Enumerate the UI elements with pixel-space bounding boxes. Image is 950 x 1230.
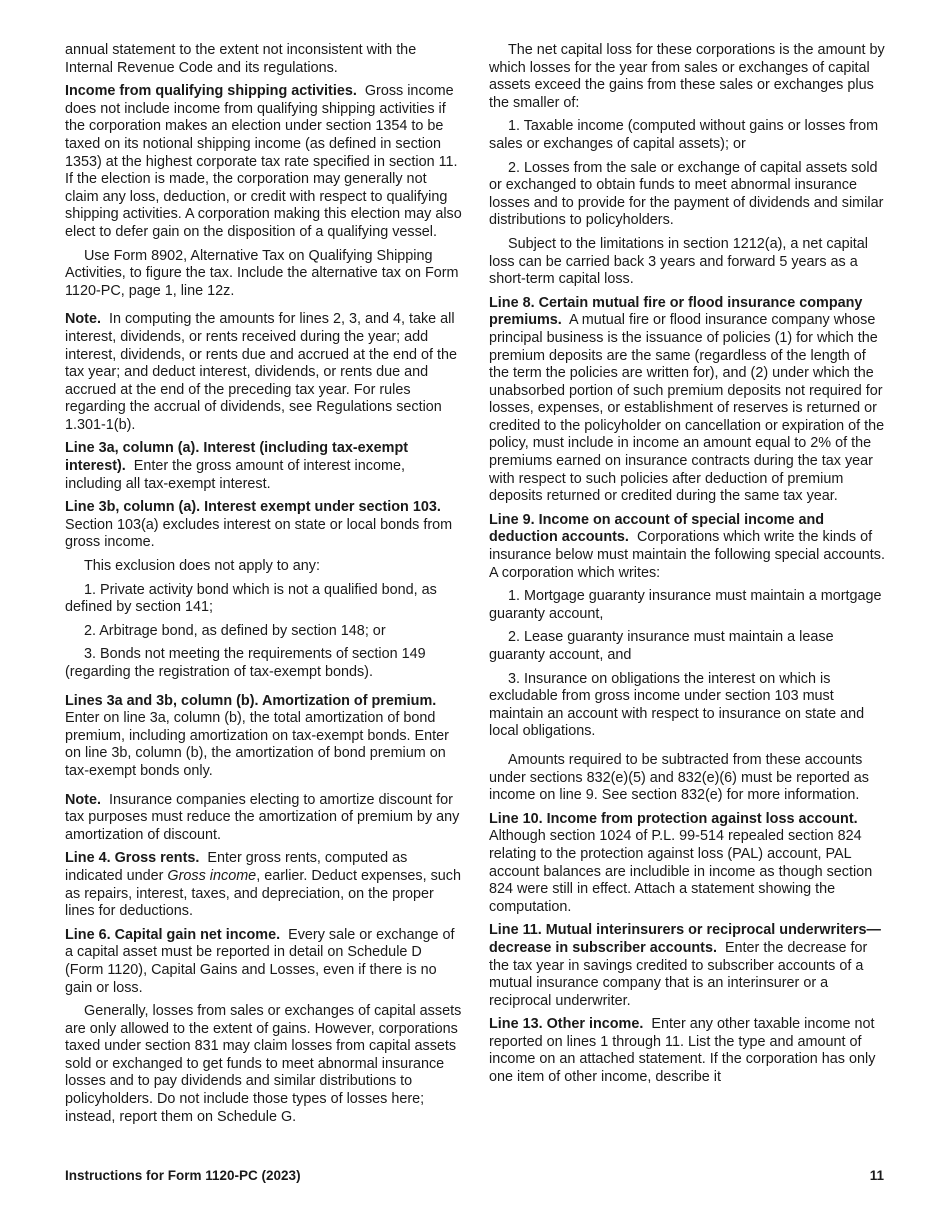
paragraph: Subject to the limitations in section 1212(a), a net capital loss can be carried back 3 years and forward 5 years as a short-term capital loss. <box>489 235 868 288</box>
heading: Line 11. Mutual interinsurers or reciprocal underwriters—decrease in subscriber accounts. <box>489 922 881 956</box>
paragraph: Use Form 8902, Alternative Tax on Qualifying Shipping Activities, to figure the tax. Include the alternative tax on Form 1120-PC, page 1, line 12z. <box>65 247 459 299</box>
paragraph: Line 6. Capital gain net income. Every sale or exchange of a capital asset must be reported in detail on Schedule D (Form 1120), Capital Gains and Losses, even if there is no gain or loss. <box>65 926 455 996</box>
heading: Income from qualifying shipping activities. <box>65 83 357 100</box>
heading: Line 3b, column (a). Interest exempt under section 103. <box>65 499 441 516</box>
note: Note. Insurance companies electing to amortize discount for tax purposes must reduce the amortization of premium by any amortization of discount. <box>65 791 460 843</box>
paragraph: Line 4. Gross rents. Enter gross rents, computed as indicated under Gross income, earlier. Deduct expenses, such as repairs, interest, taxes, and depreciation, on the proper lines for deductions. <box>65 850 461 920</box>
paragraph: Line 9. Income on account of special income and deduction accounts. Corporations which write the kinds of insurance below must maintain the following special accounts. A corporation which writes: <box>489 511 885 581</box>
heading: Lines 3a and 3b, column (b). Amortization of premium. <box>65 692 437 709</box>
paragraph: Line 3a, column (a). Interest (including tax-exempt interest). Enter the gross amount of interest income, including all tax-exempt interest. <box>65 440 409 492</box>
right-column <box>489 42 885 1093</box>
heading: Line 9. Income on account of special income and deduction accounts. <box>489 511 825 546</box>
heading: Line 13. Other income. <box>489 1016 644 1033</box>
heading: Line 6. Capital gain net income. <box>65 926 281 943</box>
paragraph: The net capital loss for these corporations is the amount by which losses for the year from sales or exchanges of capital assets exceed the gains from these sales or exchanges plus the smaller of: <box>489 42 885 111</box>
list-item: 1. Private activity bond which is not a qualified bond, as defined by section 141; <box>65 581 437 616</box>
paragraph: Amounts required to be subtracted from these accounts under sections 832(e)(5) and 832(e)(6) must be reported as income on line 9. See section 832(e) for more information. <box>489 751 869 804</box>
heading: Line 4. Gross rents. <box>65 850 200 867</box>
paragraph: Line 3b, column (a). Interest exempt under section 103. Section 103(a) excludes interest on state or local bonds from gross income. <box>65 499 453 551</box>
list-item: 1. Taxable income (computed without gains or losses from sales or exchanges of capital assets); or <box>489 118 879 152</box>
paragraph: Income from qualifying shipping activities. Gross income does not include income from qualifying shipping activities if the corporation makes an election under section 1354 to be taxed on its notional shipping income (as defined in section 1353) at the highest corporate tax rate specified in section 11. If the election is made, the corporation may generally not claim any loss, deduction, or credit with respect to qualifying shipping activities. A corporation making this election may also elect to defer gain on the disposition of a qualifying vessel. <box>65 83 462 240</box>
note: Note. In computing the amounts for lines 2, 3, and 4, take all interest, dividends, or rents received during the year; add interest, dividends, or rents due and accrued at the end of the tax year; and deduct interest, dividends, or rents due and accrued at the end of the preceding tax year. For rules regarding the accrual of dividends, see Regulations section 1.301-1(b). <box>65 311 457 433</box>
list-item: 2. Lease guaranty insurance must maintain a lease guaranty account, and <box>489 629 834 663</box>
heading: Note. <box>65 311 101 328</box>
paragraph: Generally, losses from sales or exchanges of capital assets are only allowed to the extent of gains. However, corporations taxed under section 831 may claim losses from capital assets sold or exchanged to get funds to meet abnormal insurance losses and to pay dividends and similar distributions to policyholders. Do not include those types of losses here; instead, report them on Schedule G. <box>65 1003 462 1125</box>
left-column <box>65 42 463 1132</box>
paragraph: Line 8. Certain mutual fire or flood insurance company premiums. A mutual fire or flood insurance company whose principal business is the issuance of policies (1) for which the premium deposits are the same (regardless of the length of the term the policies are written for), and (2) under which the unabsorbed portion of such premium deposits not required for losses, expenses, or establishment of reserves is returned or credited to the policyholder on cancellation or expiration of the policy, must include in income an amount equal to 2% of the premiums earned on insurance contracts during the tax year with respect to such policies after deduction of premium deposits returned or credited during the same tax year. <box>489 294 885 505</box>
paragraph: Line 10. Income from protection against loss account. Although section 1024 of P.L. 99-514 repealed section 824 relating to the protection against loss (PAL) account, PAL account balances are includible in income as though section 824 were still in effect. Attach a statement showing the computation. <box>489 810 873 915</box>
list-item: 3. Insurance on obligations the interest on which is excludable from gross income under section 103 must maintain an account with respect to insurance on state and local obligations. <box>489 670 865 740</box>
list-item: 1. Mortgage guaranty insurance must maintain a mortgage guaranty account, <box>489 588 882 622</box>
list-item: 3. Bonds not meeting the requirements of section 149 (regarding the registration of tax-exempt bonds). <box>65 646 426 680</box>
list-item: 2. Losses from the sale or exchange of capital assets sold or exchanged to obtain funds to meet abnormal insurance losses and to provide for the payment of dividends and similar distributions to policyholders. <box>489 159 884 229</box>
heading: Line 3a, column (a). Interest (including tax-exempt interest). <box>65 440 409 475</box>
paragraph: Line 11. Mutual interinsurers or reciprocal underwriters—decrease in subscriber accounts. Enter the decrease for the tax year in savings credited to subscriber accounts of a mutual insurance company that is an interinsurer or a reciprocal underwriter. <box>489 922 881 1009</box>
page-number: 11 <box>869 1168 884 1183</box>
paragraph: annual statement to the extent not inconsistent with the Internal Revenue Code and its regulations. <box>65 42 417 76</box>
heading: Line 8. Certain mutual fire or flood insurance company premiums. <box>489 294 863 329</box>
heading: Line 10. Income from protection against loss account. <box>489 810 858 827</box>
heading: Note. <box>65 791 101 808</box>
footer-title: Instructions for Form 1120-PC (2023) <box>65 1168 301 1183</box>
paragraph: Lines 3a and 3b, column (b). Amortization of premium. Enter on line 3a, column (b), the total amortization of bond premium, including amortization on tax-exempt bonds. Enter on line 3b, column (b), the amortization of bond premium on tax-exempt bonds only. <box>65 692 449 779</box>
paragraph: Line 13. Other income. Enter any other taxable income not reported on lines 1 through 11. List the type and amount of income on an attached statement. If the corporation has only one item of other income, describe it <box>489 1016 876 1086</box>
list-item: 2. Arbitrage bond, as defined by section 148; or <box>84 622 386 639</box>
paragraph: This exclusion does not apply to any: <box>84 558 320 575</box>
